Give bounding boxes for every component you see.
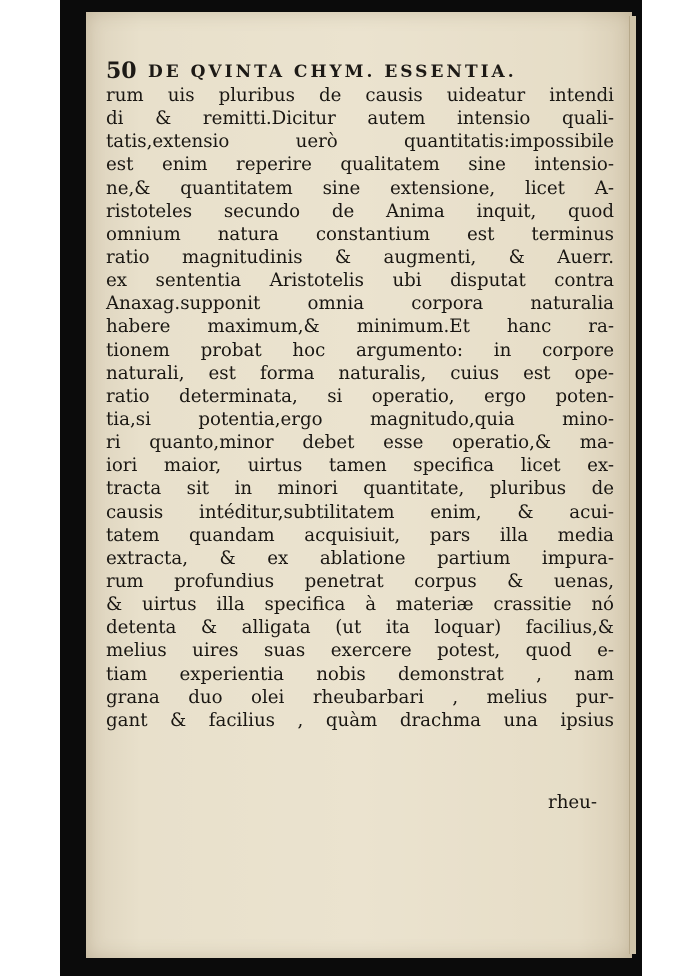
text-line: est enim reperire qualitatem sine intensio-	[106, 154, 614, 176]
text-line: ri quanto,minor debet esse operatio,& ma-	[106, 432, 614, 454]
text-line: di & remitti.Dicitur autem intensio quali-	[106, 108, 614, 130]
text-line: tiam experientia nobis demonstrat , nam	[106, 663, 614, 685]
text-line: rum uis pluribus de causis uideatur intendi	[106, 85, 614, 106]
text-line: melius uires suas exercere potest, quod e-	[106, 640, 614, 662]
text-line: tracta sit in minori quantitate, pluribus de	[106, 478, 614, 500]
page-number: 50	[106, 58, 137, 84]
text-line: ex sententia Aristotelis ubi disputat contra	[106, 270, 614, 292]
text-line: rum profundius penetrat corpus & uenas,	[106, 570, 614, 592]
text-line: ratio magnitudinis & augmenti, & Auerr.	[106, 246, 614, 268]
text-line: grana duo olei rheubarbari , melius pur-	[106, 686, 614, 708]
text-line: detenta & alligata (ut ita loquar) facilius,&	[106, 617, 614, 639]
body-text	[106, 84, 614, 732]
text-line: extracta, & ex ablatione partium impura-	[106, 547, 614, 569]
text-line: tia,si potentia,ergo magnitudo,quia mino-	[106, 408, 614, 430]
text-line: ratio determinata, si operatio, ergo poten-	[106, 385, 614, 407]
catchword: rheu-	[548, 792, 598, 813]
text-line: tionem probat hoc argumento: in corpore	[106, 339, 614, 361]
text-line: omnium natura constantium est terminus	[106, 223, 614, 245]
text-line: Anaxag.supponit omnia corpora naturalia	[106, 293, 614, 315]
text-line: naturali, est forma naturalis, cuius est ope-	[106, 362, 614, 384]
text-line: tatis,extensio uerò quantitatis:impossibile	[106, 131, 614, 153]
text-line: gant & facilius , quàm drachma una ipsius	[106, 709, 614, 731]
text-line: & uirtus illa specifica à materiæ crassitie nó	[106, 594, 614, 616]
text-line: causis intéditur,subtilitatem enim, & acui-	[106, 501, 614, 523]
text-line: iori maior, uirtus tamen specifica licet ex-	[106, 455, 614, 477]
text-line: ne,& quantitatem sine extensione, licet A-	[106, 177, 614, 199]
text-line: ristoteles secundo de Anima inquit, quod	[106, 200, 614, 222]
text-line: tatem quandam acquisiuit, pars illa media	[106, 524, 614, 546]
text-line: habere maximum,& minimum.Et hanc ra-	[106, 316, 614, 338]
running-head: DE QVINTA CHYM. ESSENTIA.	[148, 62, 517, 82]
page-edge	[629, 16, 636, 954]
